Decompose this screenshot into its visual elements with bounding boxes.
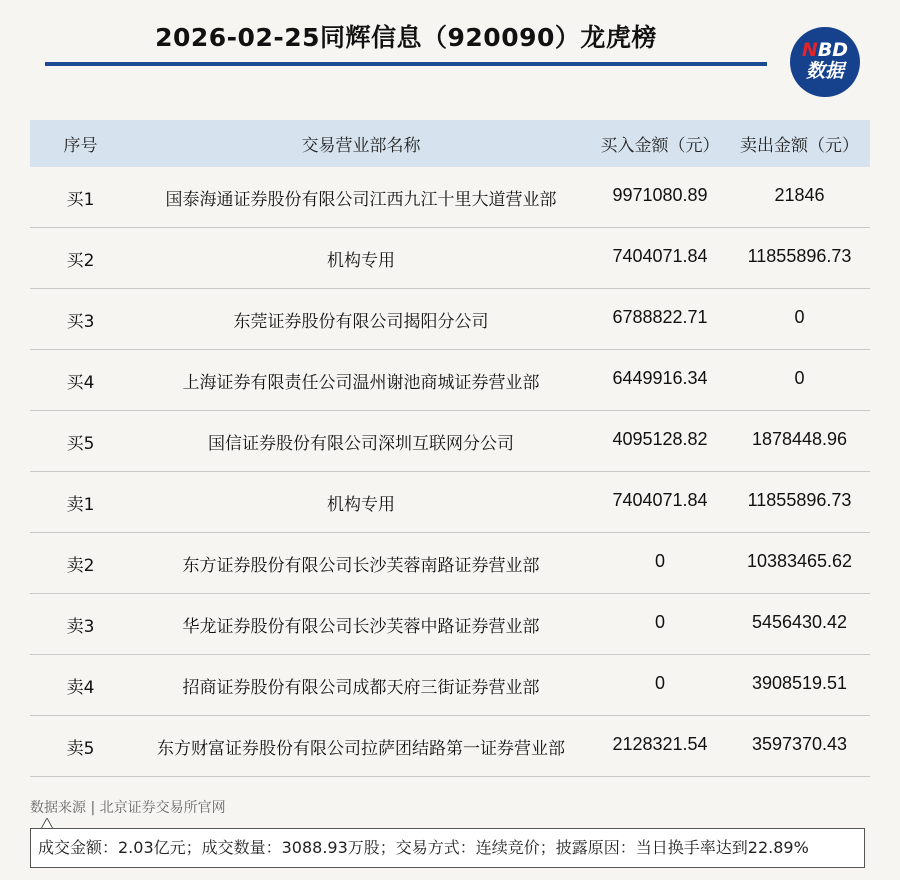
table-row	[30, 655, 870, 716]
nbd-logo	[790, 27, 860, 97]
table-row	[30, 716, 870, 777]
logo-letters: BD	[817, 39, 849, 61]
col-header-sell: 卖出金额（元）	[740, 136, 859, 156]
row-branch-name: 东莞证券股份有限公司揭阳分公司	[233, 311, 489, 332]
row-rank: 卖3	[66, 616, 95, 637]
table-header	[30, 120, 870, 167]
row-sell-amount: 0	[794, 306, 805, 327]
table-row	[30, 228, 870, 289]
table-row	[30, 472, 870, 533]
row-buy-amount: 7404071.84	[612, 245, 708, 266]
col-header-rank: 序号	[63, 136, 98, 156]
row-rank: 买3	[66, 311, 95, 332]
logo-line-1	[790, 39, 860, 61]
title-underline	[45, 62, 767, 66]
trade-summary-box: 成交金额：2.03亿元；成交数量：3088.93万股；交易方式：连续竞价；披露原因：当日换手率达到22.89%	[30, 828, 865, 868]
row-buy-amount: 2128321.54	[612, 733, 708, 754]
row-buy-amount: 6449916.34	[612, 367, 708, 388]
table-row	[30, 167, 870, 228]
table-row	[30, 289, 870, 350]
row-buy-amount: 0	[654, 611, 665, 632]
row-rank: 卖5	[66, 738, 95, 759]
row-branch-name: 东方财富证券股份有限公司拉萨团结路第一证券营业部	[157, 738, 565, 759]
row-buy-amount: 0	[654, 550, 665, 571]
row-rank: 卖2	[66, 555, 95, 576]
page-title: 2026-02-25同辉信息（920090）龙虎榜	[155, 23, 657, 52]
row-rank: 买5	[66, 433, 95, 454]
row-rank: 卖4	[66, 677, 95, 698]
table-row	[30, 350, 870, 411]
row-rank: 买2	[66, 250, 95, 271]
row-buy-amount: 9971080.89	[612, 184, 708, 205]
table-row	[30, 411, 870, 472]
row-buy-amount: 0	[654, 672, 665, 693]
row-sell-amount: 5456430.42	[751, 611, 848, 632]
row-sell-amount: 0	[794, 367, 805, 388]
row-buy-amount: 6788822.71	[612, 306, 708, 327]
col-header-buy: 买入金额（元）	[600, 136, 720, 156]
data-source-note: 数据来源 | 北京证券交易所官网	[30, 800, 226, 816]
row-buy-amount: 4095128.82	[612, 428, 708, 449]
row-branch-name: 上海证券有限责任公司温州谢池商城证券营业部	[182, 372, 540, 393]
row-branch-name: 国信证券股份有限公司深圳互联网分公司	[208, 433, 514, 454]
row-sell-amount: 21846	[774, 184, 825, 205]
row-branch-name: 华龙证券股份有限公司长沙芙蓉中路证券营业部	[182, 616, 540, 637]
table-row	[30, 594, 870, 655]
row-branch-name: 机构专用	[327, 250, 395, 271]
row-sell-amount: 10383465.62	[746, 550, 853, 571]
row-sell-amount: 11855896.73	[747, 489, 852, 510]
row-branch-name: 东方证券股份有限公司长沙芙蓉南路证券营业部	[182, 555, 540, 576]
dragon-tiger-table	[30, 120, 870, 777]
row-rank: 买4	[66, 372, 95, 393]
table-row	[30, 533, 870, 594]
row-branch-name: 国泰海通证券股份有限公司江西九江十里大道营业部	[165, 189, 557, 210]
logo-line-2: 数据	[805, 60, 844, 82]
row-branch-name: 招商证券股份有限公司成都天府三街证券营业部	[182, 677, 540, 698]
row-buy-amount: 7404071.84	[612, 489, 708, 510]
row-sell-amount: 11855896.73	[747, 245, 852, 266]
logo-accent-letter: N	[801, 39, 818, 61]
row-sell-amount: 1878448.96	[751, 428, 848, 449]
row-rank: 买1	[66, 189, 95, 210]
row-branch-name: 机构专用	[327, 494, 395, 515]
row-sell-amount: 3908519.51	[751, 672, 848, 693]
row-sell-amount: 3597370.43	[751, 733, 848, 754]
col-header-branch: 交易营业部名称	[301, 136, 421, 156]
row-rank: 卖1	[66, 494, 95, 515]
